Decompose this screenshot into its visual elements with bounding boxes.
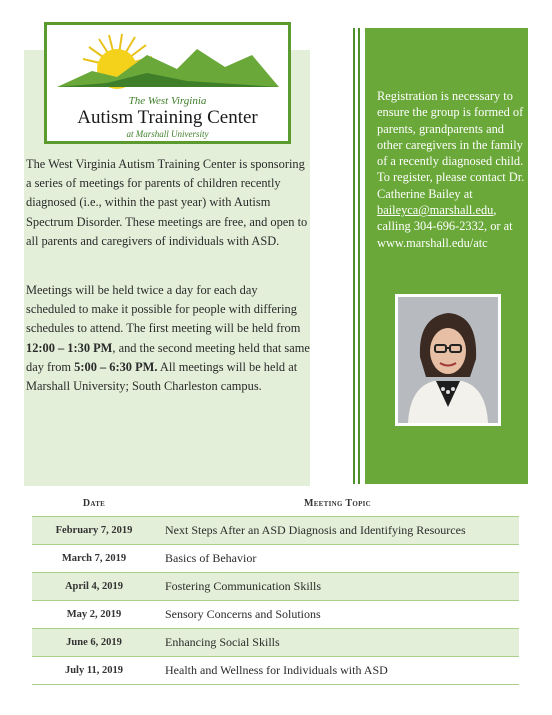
meeting-date: March 7, 2019 <box>32 545 156 573</box>
meeting-times-text: Meetings will be held twice a day for each day scheduled to make it possible for people with differing schedules to attend. The first meeting will be held from <box>26 283 301 336</box>
logo-subtitle-top: The West Virginia <box>128 95 207 107</box>
meeting-times-paragraph <box>26 281 310 396</box>
divider-line <box>353 28 355 484</box>
logo-name: Autism Training Center <box>77 107 258 128</box>
table-row <box>32 601 519 629</box>
meeting-date: July 11, 2019 <box>32 657 156 685</box>
date-column-header: Date <box>32 490 156 517</box>
registration-info: Registration is necessary to ensure the group is formed of parents, grandparents and other caregivers in the family of a recently diagnosed child. To register, please contact Dr. Catherine Bailey at <box>377 89 525 201</box>
table-row <box>32 545 519 573</box>
table-row <box>32 629 519 657</box>
table-row <box>32 517 519 545</box>
email-link[interactable]: baileyca@marshall.edu <box>377 203 494 218</box>
meeting-date: May 2, 2019 <box>32 601 156 629</box>
meeting-topic: Enhancing Social Skills <box>156 629 519 657</box>
meeting-topic: Health and Wellness for Individuals with ASD <box>156 657 519 685</box>
meeting-date: February 7, 2019 <box>32 517 156 545</box>
meeting-topic: Next Steps After an ASD Diagnosis and Identifying Resources <box>156 517 519 545</box>
meeting-date: June 6, 2019 <box>32 629 156 657</box>
topic-column-header: Meeting Topic <box>156 490 519 517</box>
table-row <box>32 573 519 601</box>
first-meeting-time: 12:00 – 1:30 PM <box>26 340 113 355</box>
person-photo-icon <box>398 297 498 423</box>
logo-subtitle-bottom: at Marshall University <box>126 129 209 139</box>
divider-line <box>358 28 360 484</box>
contact-photo <box>395 294 501 426</box>
meeting-location-text: All meetings will be held at Marshall University; South Charleston campus. <box>26 359 298 394</box>
intro-paragraph: The West Virginia Autism Training Center is sponsoring a series of meetings for parents of children recently diagnosed (i.e., within the past year) with Autism Spectrum Disorder. These meetings are free, and open to all parents and caregivers of individuals with ASD. <box>26 157 308 248</box>
second-meeting-time: 5:00 – 6:30 PM. <box>74 359 158 374</box>
registration-contact: , calling 304-696-2332, or at www.marshall.edu/atc <box>377 203 513 250</box>
meeting-topic: Basics of Behavior <box>156 545 519 573</box>
meeting-times-text: , and the second meeting held that same day from <box>26 340 310 374</box>
meeting-topic: Sensory Concerns and Solutions <box>156 601 519 629</box>
table-row <box>32 657 519 685</box>
logo <box>44 22 291 144</box>
registration-text <box>377 88 525 251</box>
meeting-topic: Fostering Communication Skills <box>156 573 519 601</box>
meeting-date: April 4, 2019 <box>32 573 156 601</box>
schedule-table <box>32 490 519 685</box>
